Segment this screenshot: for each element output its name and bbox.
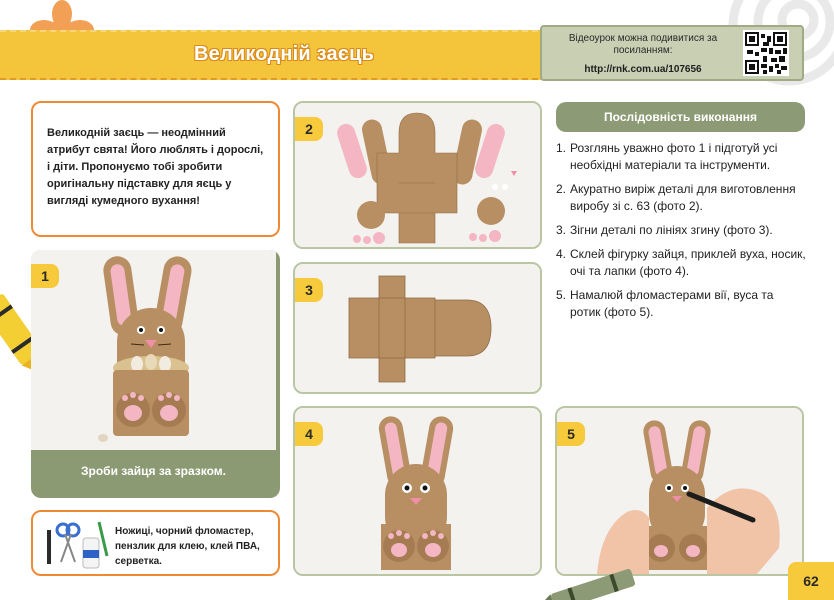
photo-3-folded	[293, 262, 542, 394]
video-lesson-text: Відеоурок можна подивитися за посиланням:	[568, 33, 718, 56]
photo-number-2: 2	[295, 117, 323, 141]
step-item: 2. Акуратно виріж деталі для виготовлення виробу зі с. 63 (фото 2).	[556, 182, 796, 213]
intro-text: Великодній заєць — неодмінний атрибут свята! Його люблять і дорослі, і діти. Пропонуємо тобі зробити оригінальну підставку для яєць у вигляді кумедного вухання!	[47, 127, 264, 207]
photo-1-caption: Зроби зайця за зразком.	[81, 464, 226, 478]
step-item: 1. Розглянь уважно фото 1 і підготуй усі необхідні матеріали та інструменти.	[556, 141, 778, 172]
sequence-header: Послідовність виконання	[556, 102, 805, 132]
photo-number-5: 5	[557, 422, 585, 446]
video-lesson-box	[540, 25, 804, 81]
page-number: 62	[788, 562, 834, 600]
step-item: 3. Зігни деталі по лініях згину (фото 3).	[556, 223, 773, 237]
steps-list	[556, 140, 806, 328]
photo-2-parts	[293, 101, 542, 249]
video-lesson-link[interactable]: http://rnk.com.ua/107656	[584, 64, 702, 75]
photo-5-decorating	[555, 406, 804, 576]
photo-number-1: 1	[31, 264, 59, 288]
qr-code-icon[interactable]	[743, 30, 789, 76]
cut-parts-image	[295, 103, 540, 247]
step-item: 4. Склей фігурку зайця, приклей вуха, носик, очі та лапки (фото 4).	[556, 247, 806, 278]
tools-icon	[39, 516, 111, 572]
green-crayon-icon	[540, 566, 650, 600]
photo-number-3: 3	[295, 278, 323, 302]
photo-4-assembled	[293, 406, 542, 576]
title-bar	[0, 30, 548, 80]
photo-number-4: 4	[295, 422, 323, 446]
assembled-bunny-image	[295, 408, 540, 574]
intro-box	[31, 101, 280, 237]
folded-template-image	[295, 264, 540, 392]
decorating-bunny-image	[557, 408, 802, 574]
bunny-sample-image	[31, 250, 276, 450]
tools-list-text: Ножиці, чорний фломастер, пензлик для клею, клей ПВА, серветка.	[115, 526, 260, 567]
photo-1-sample	[31, 250, 280, 498]
step-item: 5. Намалюй фломастерами вії, вуса та ротик (фото 5).	[556, 288, 774, 319]
tools-box	[31, 510, 280, 576]
page-title: Великодній заєць	[194, 43, 375, 65]
